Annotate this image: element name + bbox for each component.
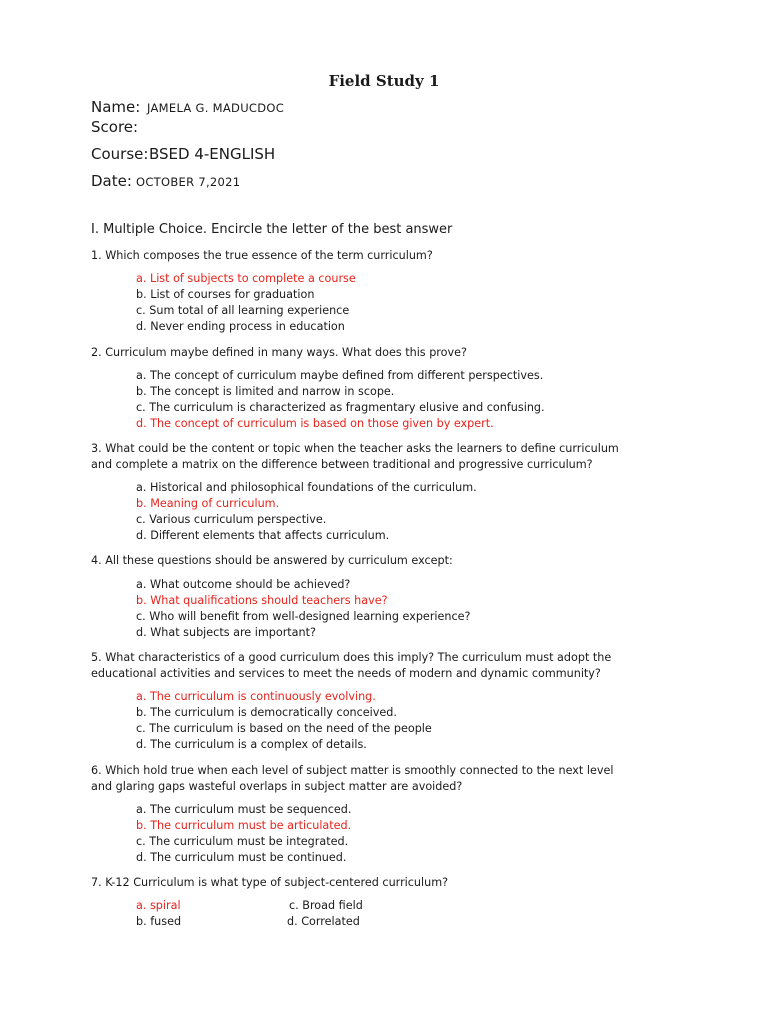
q7-option-b: b. fused	[136, 915, 182, 928]
date-label: Date:	[91, 172, 132, 190]
q7-option-c: c. Broad field	[289, 899, 363, 912]
q2-option-d: d. The concept of curriculum is based on those given by expert.	[136, 417, 494, 430]
question-5-line-1: 5. What characteristics of a good curriculum does this imply? The curriculum must adopt the	[91, 651, 612, 664]
question-1: 1. Which composes the true essence of the term curriculum?	[91, 249, 433, 262]
q4-option-b: b. What qualifications should teachers have?	[136, 594, 388, 607]
q6-option-b: b. The curriculum must be articulated.	[136, 819, 352, 832]
q6-option-d: d. The curriculum must be continued.	[136, 851, 347, 864]
q2-option-a: a. The concept of curriculum maybe defined from different perspectives.	[136, 369, 544, 382]
q7-option-a: a. spiral	[136, 899, 181, 912]
question-3-line-2: and complete a matrix on the difference between traditional and progressive curriculum?	[91, 458, 593, 471]
question-2: 2. Curriculum maybe defined in many ways. What does this prove?	[91, 346, 467, 359]
q5-option-d: d. The curriculum is a complex of details.	[136, 738, 367, 751]
score-label: Score:	[91, 118, 139, 136]
question-6-line-1: 6. Which hold true when each level of subject matter is smoothly connected to the next level	[91, 764, 614, 777]
q5-option-c: c. The curriculum is based on the need of the people	[136, 722, 432, 735]
date-value: OCTOBER 7,2021	[136, 175, 241, 189]
course-label: Course:	[91, 145, 149, 163]
q4-option-c: c. Who will benefit from well-designed learning experience?	[136, 610, 471, 623]
name-value: JAMELA G. MADUCDOC	[147, 101, 285, 115]
q1-option-b: b. List of courses for graduation	[136, 288, 315, 301]
q5-option-a: a. The curriculum is continuously evolving.	[136, 690, 376, 703]
question-5-line-2: educational activities and services to meet the needs of modern and dynamic community?	[91, 667, 601, 680]
section-title: I. Multiple Choice. Encircle the letter of the best answer	[91, 222, 453, 237]
question-7: 7. K-12 Curriculum is what type of subject-centered curriculum?	[91, 876, 449, 889]
q3-option-d: d. Different elements that affects curriculum.	[136, 529, 390, 542]
question-3-line-1: 3. What could be the content or topic when the teacher asks the learners to define curriculum	[91, 442, 619, 455]
q1-option-d: d. Never ending process in education	[136, 320, 345, 333]
q1-option-a: a. List of subjects to complete a course	[136, 272, 356, 285]
q4-option-a: a. What outcome should be achieved?	[136, 578, 351, 591]
q6-option-c: c. The curriculum must be integrated.	[136, 835, 349, 848]
q1-option-c: c. Sum total of all learning experience	[136, 304, 350, 317]
q4-option-d: d. What subjects are important?	[136, 626, 316, 639]
name-label: Name:	[91, 98, 141, 116]
question-6-line-2: and glaring gaps wasteful overlaps in subject matter are avoided?	[91, 780, 463, 793]
q3-option-c: c. Various curriculum perspective.	[136, 513, 327, 526]
q3-option-b: b. Meaning of curriculum.	[136, 497, 280, 510]
q7-option-d: d. Correlated	[287, 915, 360, 928]
q2-option-b: b. The concept is limited and narrow in scope.	[136, 385, 395, 398]
q5-option-b: b. The curriculum is democratically conceived.	[136, 706, 397, 719]
q6-option-a: a. The curriculum must be sequenced.	[136, 803, 352, 816]
course-value: BSED 4-ENGLISH	[149, 145, 276, 163]
question-4: 4. All these questions should be answered by curriculum except:	[91, 554, 453, 567]
q2-option-c: c. The curriculum is characterized as fragmentary elusive and confusing.	[136, 401, 545, 414]
document-title: Field Study 1	[328, 72, 440, 90]
q3-option-a: a. Historical and philosophical foundations of the curriculum.	[136, 481, 477, 494]
